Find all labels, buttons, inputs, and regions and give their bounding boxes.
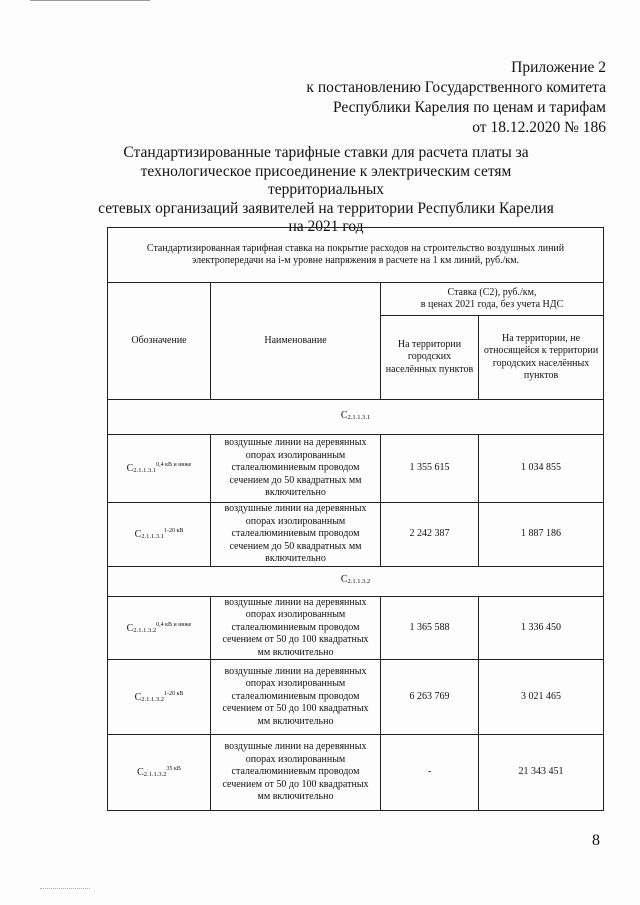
scan-edge-mark xyxy=(30,0,150,4)
appendix-line: Республики Карелия по ценам и тарифам xyxy=(332,99,606,116)
row-rural-value: 21 343 451 xyxy=(479,735,604,811)
row-name: воздушные линии на деревянных опорах изолированным сталеалюминиевым проводом сечением до 50 квадратных мм включительно xyxy=(211,503,381,567)
table-row xyxy=(108,596,604,660)
header-designation: Обозначение xyxy=(108,283,211,400)
table-caption: Стандартизированная тарифная ставка на покрытие расходов на строительство воздушных линий электропередачи на i-м уровне напряжения в расчете на 1 км линий, руб./км. xyxy=(108,228,604,283)
title-line: сетевых организаций заявителей на территории Республики Карелия xyxy=(98,199,554,217)
group-code: С2.1.1.3.2 xyxy=(108,566,604,596)
scan-bottom-mark xyxy=(40,888,90,891)
group-row xyxy=(108,566,604,596)
page-number: 8 xyxy=(592,832,600,849)
row-urban-value: 2 242 387 xyxy=(381,503,479,567)
row-rural-value: 1 887 186 xyxy=(479,503,604,567)
row-urban-value: 1 355 615 xyxy=(381,435,479,503)
row-urban-value: 6 263 769 xyxy=(381,660,479,735)
row-name: воздушные линии на деревянных опорах изолированным сталеалюминиевым проводом сечением от 50 до 100 квадратных мм включительно xyxy=(211,660,381,735)
row-name: воздушные линии на деревянных опорах изолированным сталеалюминиевым проводом сечением от 50 до 100 квадратных мм включительно xyxy=(211,596,381,660)
header-rural: На территории, не относящейся к территории городских населённых пунктов xyxy=(479,316,604,400)
row-name: воздушные линии на деревянных опорах изолированным сталеалюминиевым проводом сечением от 50 до 100 квадратных мм включительно xyxy=(211,735,381,811)
row-designation: $С2.1.1.3.1^{0,4 кВ и ниже}$ xyxy=(108,435,211,503)
table-caption-row xyxy=(108,228,604,283)
appendix-line: к постановлению Государственного комитета xyxy=(306,79,606,96)
table-row xyxy=(108,660,604,735)
header-rate-subtitle: в ценах 2021 года, без учета НДС xyxy=(420,299,564,310)
appendix-line: от 18.12.2020 № 186 xyxy=(472,119,606,136)
group-row xyxy=(108,400,604,435)
row-rural-value: 3 021 465 xyxy=(479,660,604,735)
table-row xyxy=(108,435,604,503)
group-code: С2.1.1.3.1 xyxy=(108,400,604,435)
row-designation: $С2.1.1.3.2^{35 кВ}$ xyxy=(108,735,211,811)
appendix-header xyxy=(306,58,606,138)
title-line: на 2021 год xyxy=(288,218,364,235)
row-urban-value: 1 365 588 xyxy=(381,596,479,660)
table-row xyxy=(108,503,604,567)
header-rate-title: Ставка (С2), руб./км, xyxy=(447,286,537,298)
title-line: технологическое присоединение к электрическим сетям территориальных xyxy=(140,162,512,198)
header-urban: На территории городских населённых пунктов xyxy=(381,316,479,400)
table-row xyxy=(108,735,604,811)
row-designation: $С2.1.1.3.1^{1-20 кВ}$ xyxy=(108,503,211,567)
row-rural-value: 1 336 450 xyxy=(479,596,604,660)
row-designation: $С2.1.1.3.2^{0,4 кВ и ниже}$ xyxy=(108,596,211,660)
header-name: Наименование xyxy=(211,283,381,400)
title-line: Стандартизированные тарифные ставки для расчета платы за xyxy=(123,144,529,161)
tariff-table xyxy=(107,227,604,811)
header-rate xyxy=(381,283,604,316)
row-name: воздушные линии на деревянных опорах изолированным сталеалюминиевым проводом сечением до 50 квадратных мм включительно xyxy=(211,435,381,503)
row-urban-value: - xyxy=(381,735,479,811)
row-rural-value: 1 034 855 xyxy=(479,435,604,503)
appendix-line: Приложение 2 xyxy=(511,59,606,76)
document-title xyxy=(95,144,557,237)
row-designation: $С2.1.1.3.2^{1-20 кВ}$ xyxy=(108,660,211,735)
header-row xyxy=(108,283,604,316)
